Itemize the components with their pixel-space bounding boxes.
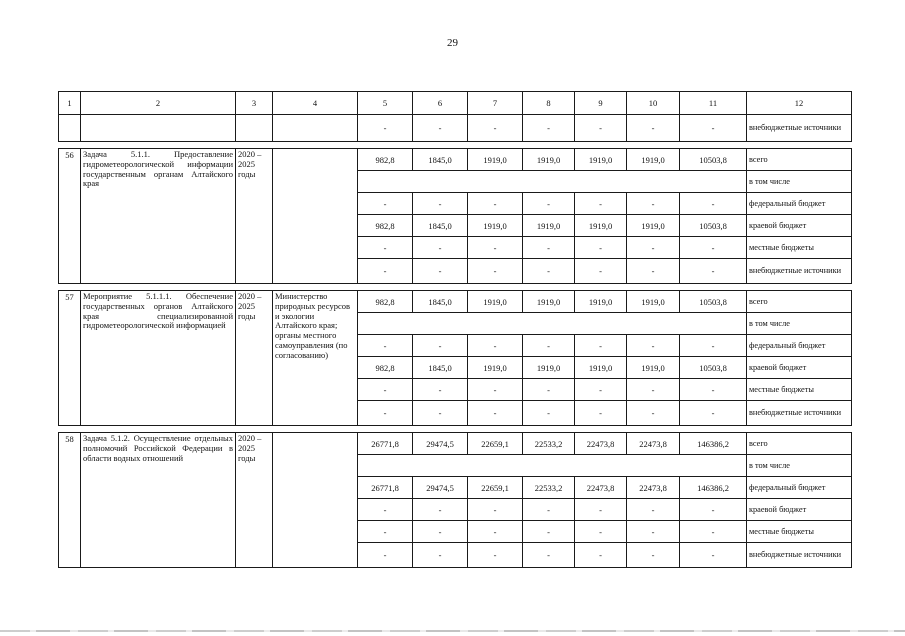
section-separator: [59, 142, 852, 149]
value-cell: -: [680, 115, 747, 142]
value-cell: -: [680, 401, 747, 426]
value-cell: -: [358, 499, 413, 521]
value-cell: -: [413, 193, 468, 215]
value-cell: -: [358, 335, 413, 357]
scan-artifact-line: [0, 630, 905, 632]
value-cell: -: [575, 259, 627, 284]
page-number: 29: [447, 37, 458, 49]
value-cell: -: [575, 521, 627, 543]
value-cell: 10503,8: [680, 357, 747, 379]
executor: Министерство природных ресурсов и экологии Алтайского края; органы местного самоуправления (по согласованию): [273, 291, 358, 426]
funding-source: в том числе: [747, 171, 852, 193]
value-cell: -: [627, 259, 680, 284]
funding-source: внебюджетные источники: [747, 543, 852, 568]
value-cell: -: [468, 401, 523, 426]
value-cell: -: [413, 335, 468, 357]
value-cell: -: [413, 259, 468, 284]
header-row: [59, 92, 852, 115]
value-cell: -: [627, 379, 680, 401]
value-cell: -: [575, 335, 627, 357]
column-header-9: 9: [575, 92, 627, 115]
empty-values-cell: [358, 171, 747, 193]
value-cell: 1919,0: [575, 215, 627, 237]
value-cell: -: [358, 521, 413, 543]
section-separator: [59, 284, 852, 291]
empty-values-cell: [358, 313, 747, 335]
funding-source: всего: [747, 149, 852, 171]
funding-source: краевой бюджет: [747, 357, 852, 379]
value-cell: -: [680, 543, 747, 568]
value-cell: -: [413, 115, 468, 142]
value-cell: -: [413, 237, 468, 259]
funding-source: внебюджетные источники: [747, 401, 852, 426]
value-cell: -: [680, 335, 747, 357]
value-cell: 146386,2: [680, 433, 747, 455]
value-cell: -: [358, 193, 413, 215]
row-number: 58: [59, 433, 81, 568]
value-cell: -: [468, 115, 523, 142]
value-cell: 1919,0: [627, 291, 680, 313]
value-cell: -: [523, 379, 575, 401]
section-separator: [59, 426, 852, 433]
table-body: [59, 92, 852, 568]
value-cell: -: [680, 193, 747, 215]
row-number: 56: [59, 149, 81, 284]
value-cell: 1919,0: [575, 357, 627, 379]
value-cell: 1919,0: [468, 291, 523, 313]
value-cell: 982,8: [358, 215, 413, 237]
table-row: [59, 291, 852, 313]
funding-source: внебюджетные источники: [747, 115, 852, 142]
value-cell: -: [523, 335, 575, 357]
value-cell: 146386,2: [680, 477, 747, 499]
value-cell: 22473,8: [575, 477, 627, 499]
value-cell: 1919,0: [523, 291, 575, 313]
table-row: [59, 149, 852, 171]
value-cell: -: [627, 543, 680, 568]
empty-cell: [236, 115, 273, 142]
value-cell: -: [680, 237, 747, 259]
empty-cell: [81, 115, 236, 142]
value-cell: -: [627, 237, 680, 259]
period: 2020 – 2025 годы: [236, 291, 273, 426]
funding-source: местные бюджеты: [747, 521, 852, 543]
value-cell: -: [358, 379, 413, 401]
item-title: Задача 5.1.1. Предоставление гидрометеорологической информации государственным органам Алтайского края: [81, 149, 236, 284]
column-header-5: 5: [358, 92, 413, 115]
column-header-2: 2: [81, 92, 236, 115]
value-cell: -: [523, 499, 575, 521]
table-row: [59, 433, 852, 455]
empty-values-cell: [358, 455, 747, 477]
value-cell: -: [358, 401, 413, 426]
value-cell: -: [680, 499, 747, 521]
value-cell: 982,8: [358, 357, 413, 379]
value-cell: 1919,0: [575, 149, 627, 171]
value-cell: 22659,1: [468, 433, 523, 455]
column-header-12: 12: [747, 92, 852, 115]
value-cell: -: [680, 259, 747, 284]
value-cell: 1919,0: [468, 215, 523, 237]
value-cell: -: [627, 115, 680, 142]
period: 2020 – 2025 годы: [236, 149, 273, 284]
value-cell: 22659,1: [468, 477, 523, 499]
value-cell: 1919,0: [523, 215, 575, 237]
value-cell: -: [523, 237, 575, 259]
executor: [273, 433, 358, 568]
value-cell: -: [413, 379, 468, 401]
value-cell: 982,8: [358, 291, 413, 313]
value-cell: -: [358, 237, 413, 259]
funding-source: местные бюджеты: [747, 237, 852, 259]
value-cell: -: [523, 543, 575, 568]
value-cell: -: [468, 237, 523, 259]
value-cell: 10503,8: [680, 291, 747, 313]
value-cell: -: [523, 259, 575, 284]
value-cell: -: [413, 499, 468, 521]
value-cell: 22473,8: [627, 433, 680, 455]
value-cell: -: [575, 379, 627, 401]
separator-cell: [59, 426, 852, 433]
funding-source: в том числе: [747, 313, 852, 335]
funding-source: федеральный бюджет: [747, 477, 852, 499]
column-header-1: 1: [59, 92, 81, 115]
period: 2020 – 2025 годы: [236, 433, 273, 568]
funding-source: краевой бюджет: [747, 215, 852, 237]
value-cell: 26771,8: [358, 477, 413, 499]
value-cell: -: [627, 335, 680, 357]
empty-cell: [59, 115, 81, 142]
value-cell: -: [468, 521, 523, 543]
value-cell: -: [413, 401, 468, 426]
value-cell: 1845,0: [413, 357, 468, 379]
value-cell: 10503,8: [680, 215, 747, 237]
item-title: Мероприятие 5.1.1.1. Обеспечение государственных органов Алтайского края специализированной гидрометеорологической информацией: [81, 291, 236, 426]
funding-source: федеральный бюджет: [747, 193, 852, 215]
value-cell: -: [358, 543, 413, 568]
value-cell: 29474,5: [413, 477, 468, 499]
funding-source: федеральный бюджет: [747, 335, 852, 357]
funding-source: всего: [747, 291, 852, 313]
column-header-11: 11: [680, 92, 747, 115]
row-number: 57: [59, 291, 81, 426]
value-cell: 1845,0: [413, 215, 468, 237]
value-cell: -: [627, 401, 680, 426]
funding-source: всего: [747, 433, 852, 455]
value-cell: -: [575, 237, 627, 259]
value-cell: 1919,0: [627, 149, 680, 171]
value-cell: 22473,8: [575, 433, 627, 455]
value-cell: -: [680, 521, 747, 543]
value-cell: -: [468, 379, 523, 401]
value-cell: -: [413, 521, 468, 543]
value-cell: -: [575, 115, 627, 142]
value-cell: 982,8: [358, 149, 413, 171]
column-header-4: 4: [273, 92, 358, 115]
column-header-8: 8: [523, 92, 575, 115]
value-cell: -: [468, 193, 523, 215]
value-cell: 1919,0: [627, 215, 680, 237]
value-cell: -: [680, 379, 747, 401]
value-cell: -: [468, 259, 523, 284]
executor: [273, 149, 358, 284]
value-cell: 1919,0: [627, 357, 680, 379]
value-cell: 26771,8: [358, 433, 413, 455]
funding-source: краевой бюджет: [747, 499, 852, 521]
column-header-6: 6: [413, 92, 468, 115]
value-cell: 10503,8: [680, 149, 747, 171]
funding-source: местные бюджеты: [747, 379, 852, 401]
value-cell: -: [627, 499, 680, 521]
value-cell: -: [523, 521, 575, 543]
column-header-7: 7: [468, 92, 523, 115]
value-cell: 1919,0: [468, 357, 523, 379]
value-cell: -: [575, 193, 627, 215]
funding-source: в том числе: [747, 455, 852, 477]
value-cell: -: [523, 115, 575, 142]
value-cell: 22533,2: [523, 477, 575, 499]
value-cell: -: [627, 521, 680, 543]
value-cell: -: [358, 259, 413, 284]
value-cell: 29474,5: [413, 433, 468, 455]
value-cell: -: [358, 115, 413, 142]
empty-cell: [273, 115, 358, 142]
continuation-row: [59, 115, 852, 142]
value-cell: -: [523, 401, 575, 426]
value-cell: 22533,2: [523, 433, 575, 455]
value-cell: -: [468, 335, 523, 357]
item-title: Задача 5.1.2. Осуществление отдельных полномочий Российской Федерации в области водных отношений: [81, 433, 236, 568]
budget-table: [58, 91, 852, 568]
value-cell: -: [575, 499, 627, 521]
value-cell: -: [413, 543, 468, 568]
value-cell: 1845,0: [413, 149, 468, 171]
value-cell: -: [523, 193, 575, 215]
value-cell: 1919,0: [468, 149, 523, 171]
column-header-10: 10: [627, 92, 680, 115]
separator-cell: [59, 142, 852, 149]
value-cell: 22473,8: [627, 477, 680, 499]
funding-source: внебюджетные источники: [747, 259, 852, 284]
column-header-3: 3: [236, 92, 273, 115]
value-cell: 1919,0: [575, 291, 627, 313]
value-cell: 1919,0: [523, 149, 575, 171]
separator-cell: [59, 284, 852, 291]
value-cell: -: [627, 193, 680, 215]
value-cell: -: [468, 543, 523, 568]
value-cell: 1919,0: [523, 357, 575, 379]
value-cell: -: [575, 401, 627, 426]
value-cell: -: [575, 543, 627, 568]
value-cell: -: [468, 499, 523, 521]
value-cell: 1845,0: [413, 291, 468, 313]
